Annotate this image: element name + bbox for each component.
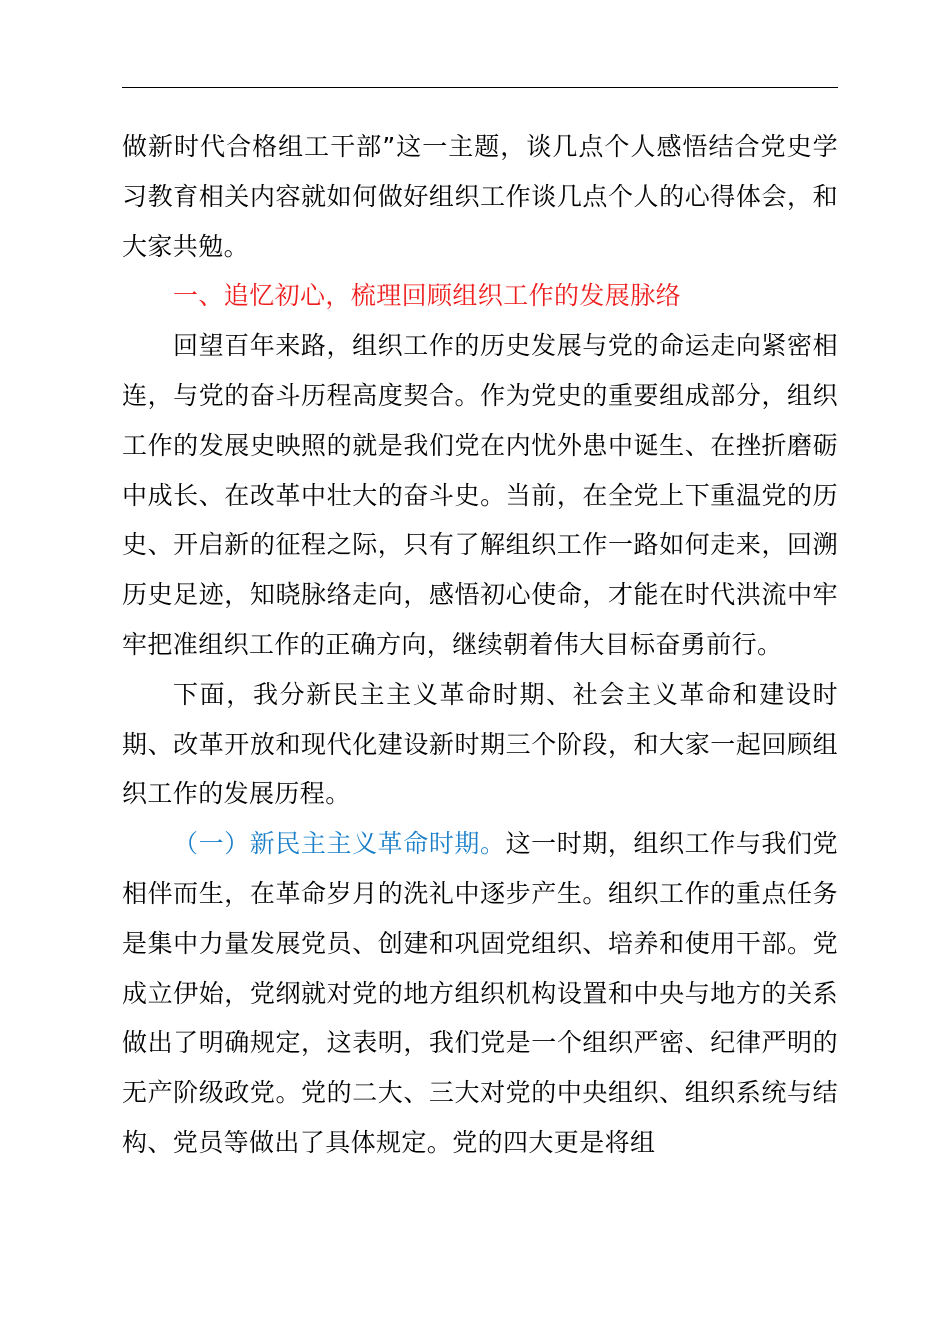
paragraph-review: 回望百年来路，组织工作的历史发展与党的命运走向紧密相连，与党的奋斗历程高度契合。作为党史的重要组成部分，组织工作的发展史映照的就是我们党在内忧外患中诞生、在挫折磨砺中成长、在改革中壮大的奋斗史。当前，在全党上下重温党的历史、开启新的征程之际，只有了解组织工作一路如何走来，回溯历史足迹，知晓脉络走向，感悟初心使命，才能在时代洪流中牢牢把准组织工作的正确方向，继续朝着伟大目标奋勇前行。 — [122, 331, 838, 659]
section-heading-1: 一、追忆初心，梳理回顾组织工作的发展脉络 — [173, 281, 682, 311]
document-body — [122, 122, 838, 1168]
paragraph-new-democratic-text: 这一时期，组织工作与我们党相伴而生，在革命岁月的洗礼中逐步产生。组织工作的重点任务是集中力量发展党员、创建和巩固党组织、培养和使用干部。党成立伊始，党纲就对党的地方组织机构设置和中央与地方的关系做出了明确规定，这表明，我们党是一个组织严密、纪律严明的无产阶级政党。党的二大、三大对党的中央组织、组织系统与结构、党员等做出了具体规定。党的四大更是将组 — [122, 829, 838, 1157]
paragraph-stages: 下面，我分新民主主义革命时期、社会主义革命和建设时期、改革开放和现代化建设新时期三个阶段，和大家一起回顾组织工作的发展历程。 — [122, 679, 838, 809]
header-rule — [122, 87, 838, 88]
subheading-new-democratic-period: （一）新民主主义革命时期。 — [173, 829, 506, 859]
paragraph-new-democratic-period — [122, 819, 838, 1168]
paragraph-intro: 做新时代合格组工干部”这一主题，谈几点个人感悟结合党史学习教育相关内容就如何做好组织工作谈几点个人的心得体会，和大家共勉。 — [122, 132, 838, 261]
